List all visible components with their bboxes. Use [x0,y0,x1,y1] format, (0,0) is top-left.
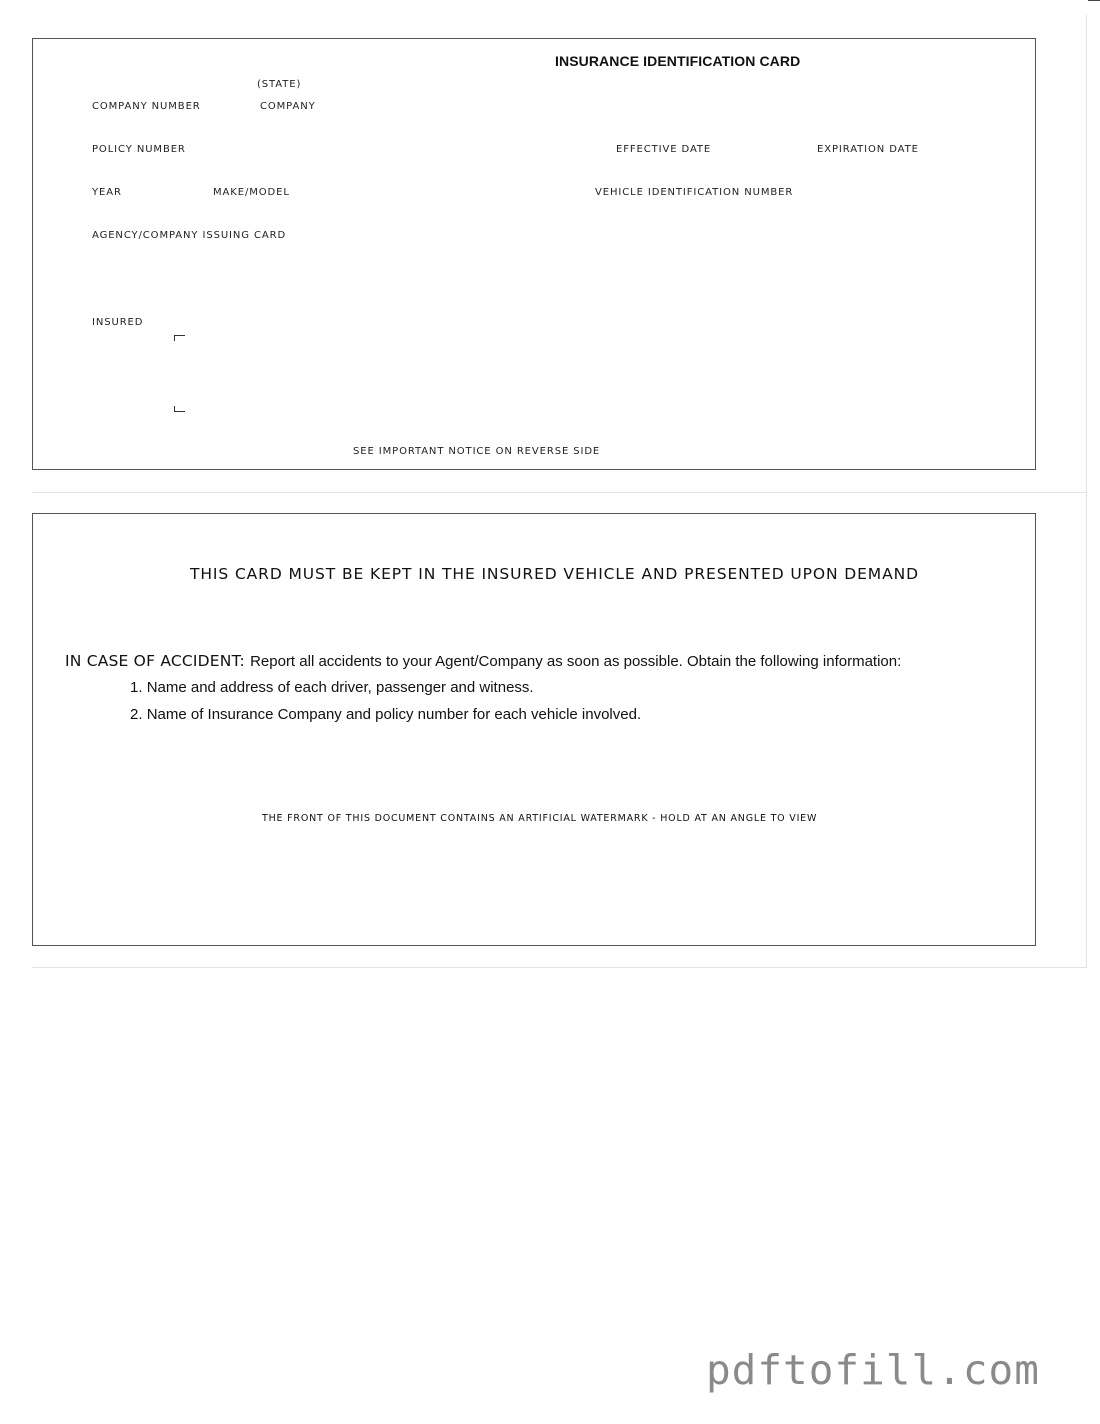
list-item-text: Name and address of each driver, passenger and witness. [146,679,534,696]
keep-card-heading: THIS CARD MUST BE KEPT IN THE INSURED VEHICLE AND PRESENTED UPON DEMAND [190,565,919,583]
page-edge-line [1086,15,1087,968]
expiration-date-label: EXPIRATION DATE [817,144,919,155]
accident-instructions [65,651,901,670]
company-number-label: COMPANY NUMBER [92,101,201,112]
accident-text: Report all accidents to your Agent/Company as soon as possible. Obtain the following information: [250,653,902,670]
cut-line-2 [32,967,1086,968]
company-label: COMPANY [260,101,316,112]
year-label: YEAR [92,187,122,198]
address-window-bottom-corner [174,406,185,412]
brand-watermark: pdftofill.com [706,1346,1040,1394]
front-card [32,38,1036,470]
make-model-label: MAKE/MODEL [213,187,290,198]
insured-label: INSURED [92,317,144,328]
accident-prefix: IN CASE OF ACCIDENT: [65,652,245,670]
list-item [130,679,534,696]
list-item-text: Name of Insurance Company and policy number for each vehicle involved. [146,706,642,723]
card-title: INSURANCE IDENTIFICATION CARD [555,53,801,69]
list-item-number: 2. [130,706,143,723]
state-label: (STATE) [257,79,302,90]
reverse-side-notice: SEE IMPORTANT NOTICE ON REVERSE SIDE [353,446,601,457]
cut-line-1 [32,492,1086,493]
watermark-notice: THE FRONT OF THIS DOCUMENT CONTAINS AN ARTIFICIAL WATERMARK - HOLD AT AN ANGLE TO VIEW [262,813,818,824]
back-card [32,513,1036,946]
list-item-number: 1. [130,679,143,696]
address-window-top-corner [174,335,185,341]
agency-label: AGENCY/COMPANY ISSUING CARD [92,230,287,241]
policy-number-label: POLICY NUMBER [92,144,186,155]
vin-label: VEHICLE IDENTIFICATION NUMBER [595,187,794,198]
page-corner-mark [1088,0,1100,9]
list-item [130,706,641,723]
effective-date-label: EFFECTIVE DATE [616,144,712,155]
